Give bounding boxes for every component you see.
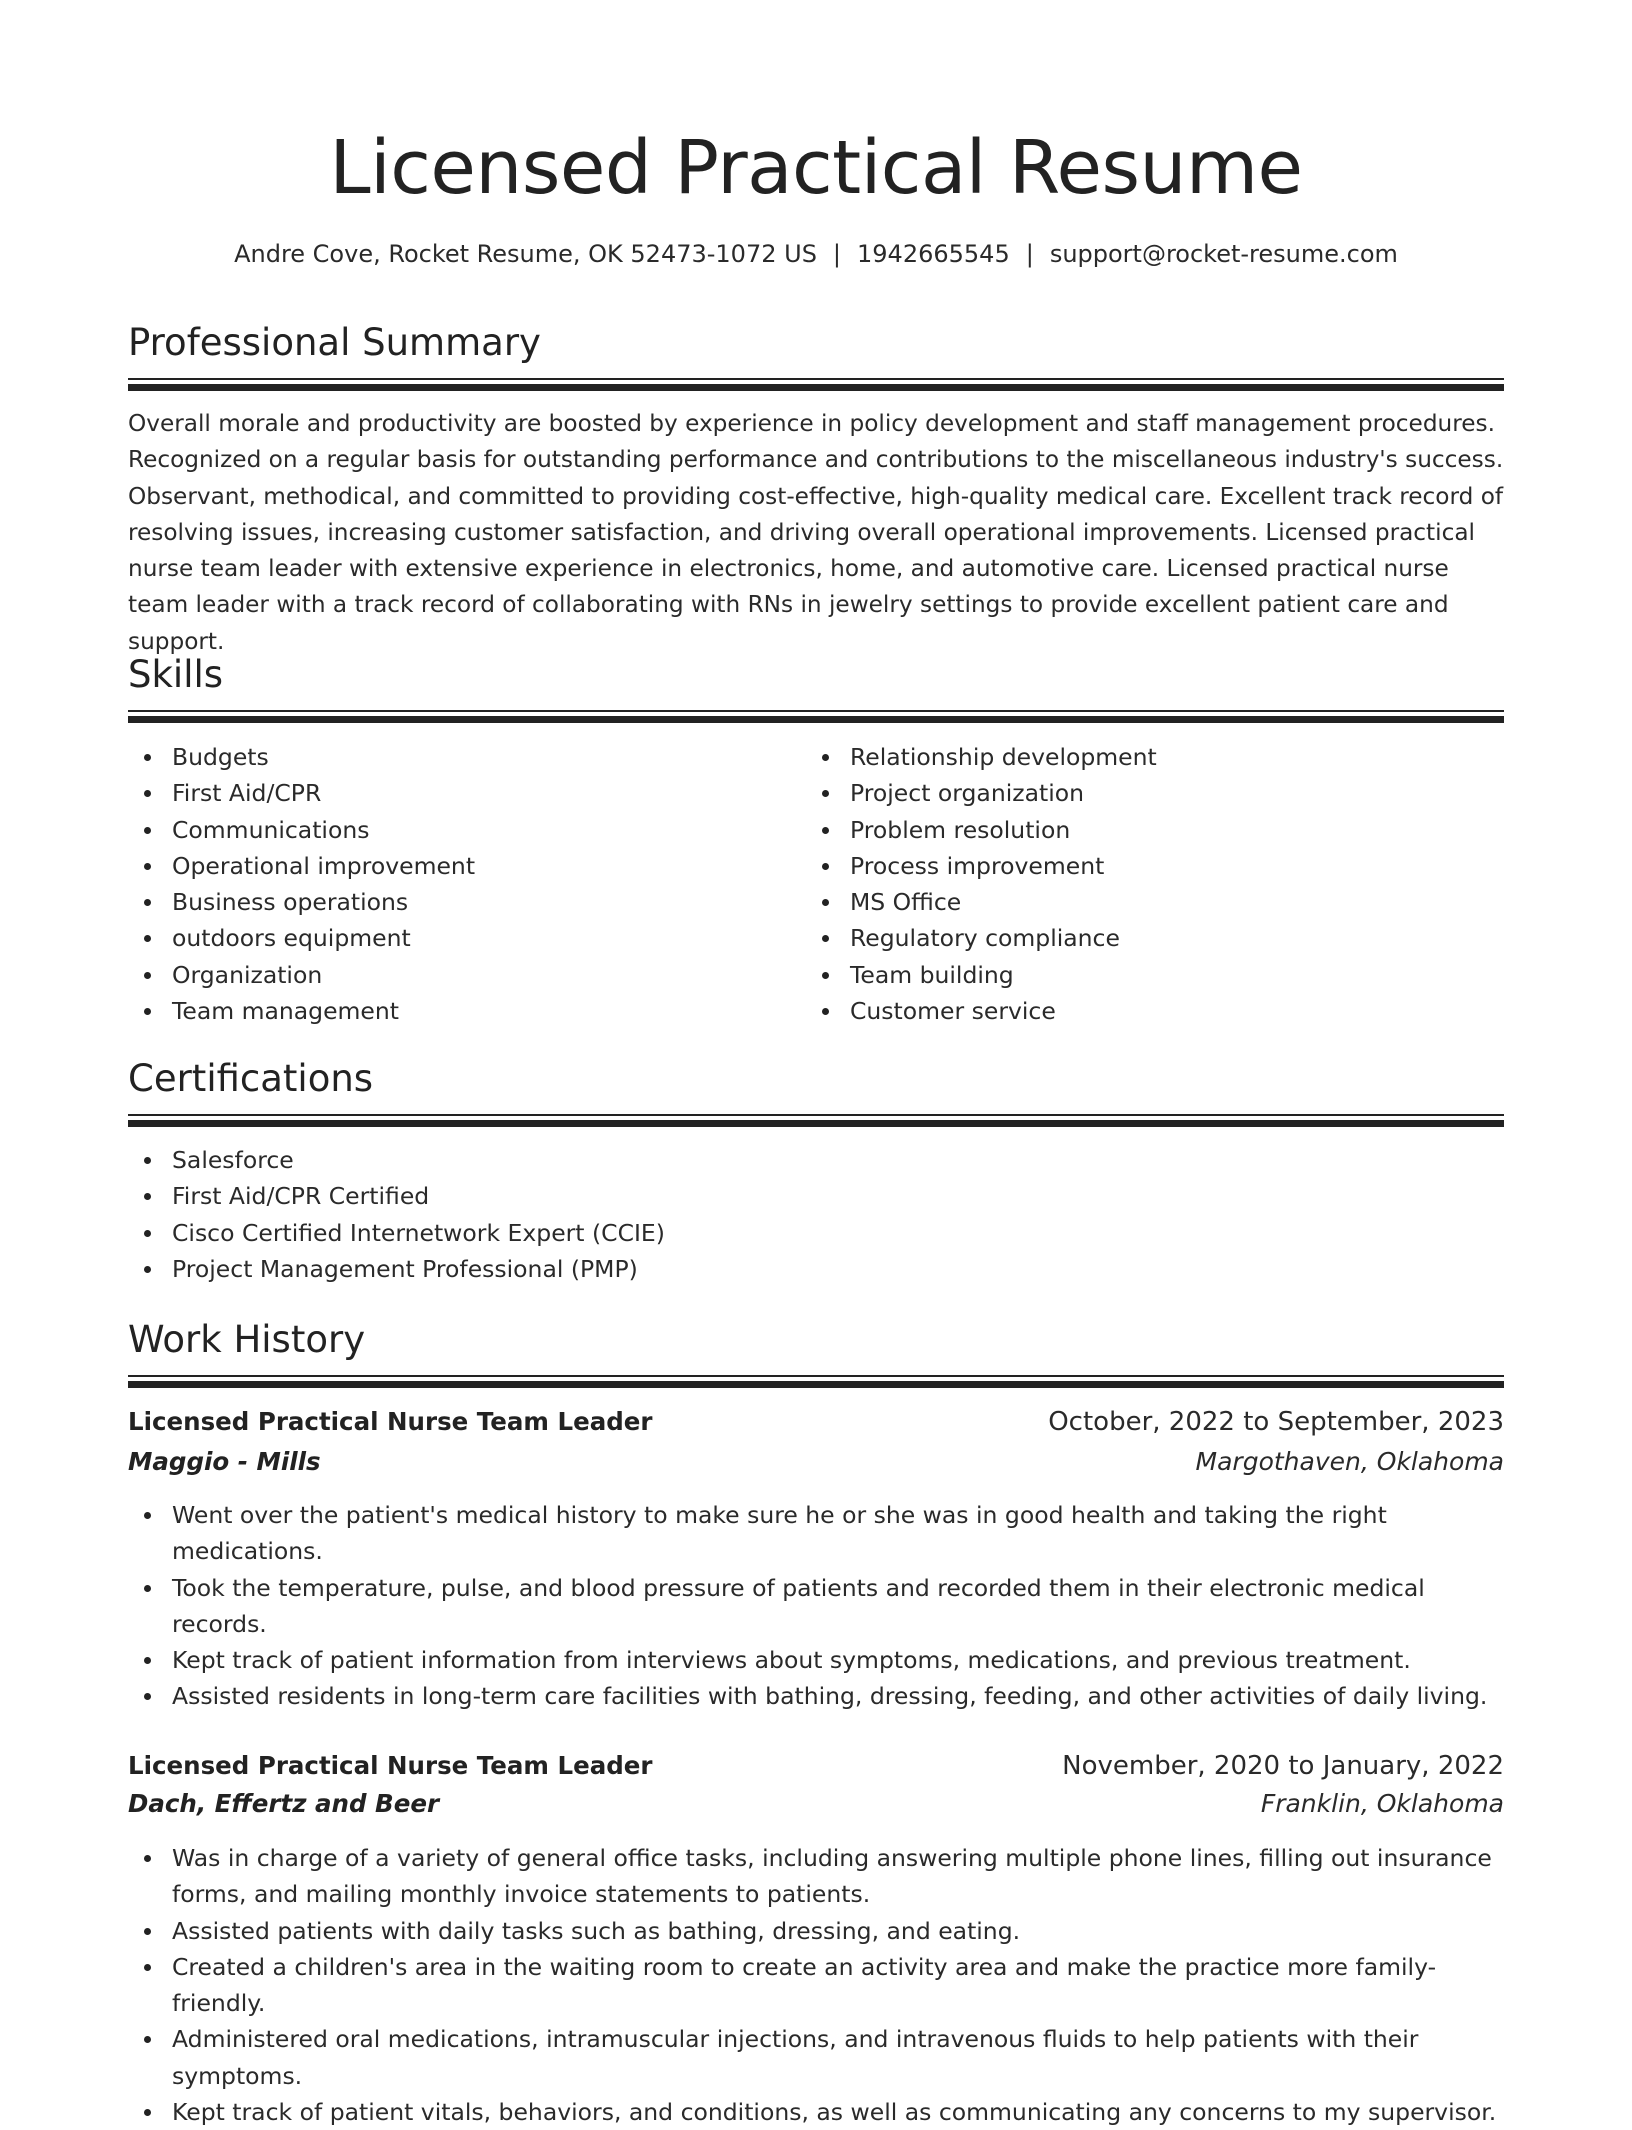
contact-phone: 1942665545 — [857, 240, 1010, 268]
skill-item: Problem resolution — [806, 812, 1486, 848]
job-bullet: Created a children's area in the waiting room to create an activity area and make the practice more family-friendly. — [128, 1949, 1504, 2022]
skill-item: MS Office — [806, 884, 1486, 920]
section-divider — [128, 378, 1504, 392]
job-bullets — [128, 1497, 1504, 1715]
job-title: Licensed Practical Nurse Team Leader — [128, 1751, 653, 1780]
skill-item: Communications — [128, 812, 808, 848]
certification-item: First Aid/CPR Certified — [128, 1178, 1504, 1214]
section-divider — [128, 710, 1504, 724]
skill-item: Project organization — [806, 775, 1486, 811]
certifications-list — [128, 1142, 1504, 1287]
contact-email: support@rocket-resume.com — [1049, 240, 1398, 268]
skill-item: Business operations — [128, 884, 808, 920]
job-bullet: Was in charge of a variety of general office tasks, including answering multiple phone lines, filling out insurance forms, and mailing monthly invoice statements to patients. — [128, 1840, 1504, 1913]
section-heading-work-history: Work History — [128, 1318, 366, 1361]
contact-separator: | — [832, 240, 842, 268]
section-divider — [128, 1114, 1504, 1128]
job-bullet: Assisted residents in long-term care facilities with bathing, dressing, feeding, and other activities of daily living. — [128, 1678, 1504, 1714]
section-heading-certifications: Certifications — [128, 1057, 374, 1100]
contact-address: Andre Cove, Rocket Resume, OK 52473-1072 US — [234, 240, 817, 268]
job-title: Licensed Practical Nurse Team Leader — [128, 1407, 653, 1436]
certification-item: Cisco Certified Internetwork Expert (CCIE) — [128, 1215, 1504, 1251]
skill-item: Team management — [128, 993, 808, 1029]
skill-item: Organization — [128, 957, 808, 993]
section-heading-summary: Professional Summary — [128, 321, 541, 364]
skill-item: Process improvement — [806, 848, 1486, 884]
contact-line — [128, 238, 1504, 270]
summary-text: Overall morale and productivity are boosted by experience in policy development and staff management procedures. Recognized on a regular basis for outstanding performance and contributions to the miscellaneous industry's success. Observant, methodical, and committed to providing cost-effective, high-quality medical care. Excellent track record of resolving issues, increasing customer satisfaction, and driving overall operational improvements. Licensed practical nurse team leader with extensive experience in electronics, home, and automotive care. Licensed practical nurse team leader with a track record of collaborating with RNs in jewelry settings to provide excellent patient care and support. — [128, 410, 1504, 655]
certification-item: Project Management Professional (PMP) — [128, 1251, 1504, 1287]
job-company: Dach, Effertz and Beer — [128, 1789, 440, 1818]
job-bullet: Took the temperature, pulse, and blood pressure of patients and recorded them in their electronic medical records. — [128, 1570, 1504, 1643]
contact-separator: | — [1025, 240, 1034, 268]
skill-item: First Aid/CPR — [128, 775, 808, 811]
resume-title: Licensed Practical Resume — [329, 125, 1303, 211]
skill-item: Budgets — [128, 739, 808, 775]
job-bullets — [128, 1840, 1504, 2130]
skill-item: Relationship development — [806, 739, 1486, 775]
skill-item: Operational improvement — [128, 848, 808, 884]
job-dates: November, 2020 to January, 2022 — [1062, 1751, 1504, 1781]
job-company: Maggio - Mills — [128, 1447, 321, 1476]
job-location: Franklin, Oklahoma — [1260, 1789, 1504, 1818]
certification-item: Salesforce — [128, 1142, 1504, 1178]
skills-list-right — [806, 739, 1486, 1029]
job-bullet: Kept track of patient information from interviews about symptoms, medications, and previous treatment. — [128, 1642, 1504, 1678]
section-heading-skills: Skills — [128, 653, 224, 696]
job-dates: October, 2022 to September, 2023 — [1048, 1407, 1504, 1437]
job-bullet: Assisted patients with daily tasks such as bathing, dressing, and eating. — [128, 1913, 1504, 1949]
section-divider — [128, 1375, 1504, 1389]
skills-list-left — [128, 739, 808, 1029]
skill-item: Regulatory compliance — [806, 920, 1486, 956]
job-location: Margothaven, Oklahoma — [1195, 1447, 1504, 1476]
skill-item: Customer service — [806, 993, 1486, 1029]
job-bullet: Kept track of patient vitals, behaviors, and conditions, as well as communicating any concerns to my supervisor. — [128, 2094, 1504, 2130]
skill-item: Team building — [806, 957, 1486, 993]
job-bullet: Went over the patient's medical history to make sure he or she was in good health and taking the right medications. — [128, 1497, 1504, 1570]
skill-item: outdoors equipment — [128, 920, 808, 956]
job-bullet: Administered oral medications, intramuscular injections, and intravenous fluids to help patients with their symptoms. — [128, 2021, 1504, 2094]
